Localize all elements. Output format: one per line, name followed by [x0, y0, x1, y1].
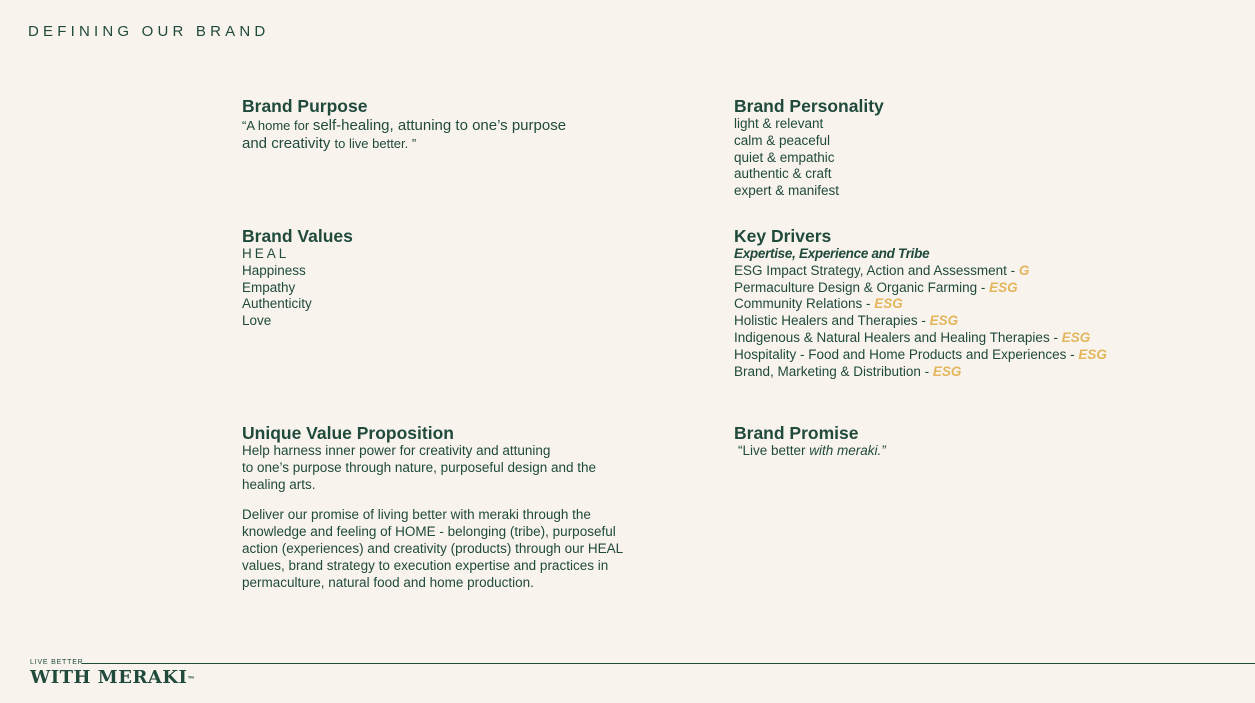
- uvp-paragraph-1: [242, 443, 623, 493]
- personality-trait: light & relevant: [734, 116, 824, 131]
- logo-wordmark: [30, 667, 195, 689]
- footer-divider: [82, 663, 1255, 664]
- logo-tagline: LIVE BETTER: [30, 659, 84, 666]
- purpose-quote-part: and creativity: [242, 135, 335, 152]
- esg-tag: ESG: [1061, 329, 1091, 345]
- esg-tag: ESG: [1078, 346, 1107, 362]
- uvp-heading: Unique Value Proposition: [242, 423, 454, 443]
- brand-personality-heading: Brand Personality: [734, 96, 884, 116]
- personality-trait-list: [734, 116, 884, 200]
- trademark-symbol: ™: [187, 676, 195, 683]
- uvp-line: permaculture, natural food and home production.: [242, 574, 534, 590]
- key-driver-item: [734, 330, 1107, 347]
- key-drivers-subtitle: Expertise, Experience and Tribe: [734, 246, 930, 261]
- key-drivers-heading: Key Drivers: [734, 226, 832, 246]
- key-drivers-section: [734, 226, 1107, 380]
- brand-personality-section: [734, 96, 884, 200]
- brand-value: Happiness: [242, 262, 306, 278]
- values-acronym: HEAL: [242, 246, 290, 261]
- brand-values-heading: Brand Values: [242, 226, 353, 246]
- personality-trait: authentic & craft: [734, 166, 832, 182]
- brand-promise-heading: Brand Promise: [734, 423, 859, 443]
- key-driver-text: ESG Impact Strategy, Action and Assessment -: [734, 262, 1019, 278]
- uvp-section: [242, 423, 623, 591]
- personality-trait: expert & manifest: [734, 183, 840, 199]
- brand-value: Empathy: [242, 279, 296, 295]
- uvp-line: healing arts.: [242, 476, 316, 492]
- key-driver-text: Indigenous & Natural Healers and Healing Therapies -: [734, 329, 1062, 345]
- key-driver-item: [734, 280, 1107, 297]
- personality-trait: calm & peaceful: [734, 132, 831, 148]
- brand-values-list: [242, 246, 353, 330]
- uvp-line: to one’s purpose through nature, purposeful design and the: [242, 459, 597, 475]
- promise-quote-start: “Live better: [738, 443, 810, 458]
- brand-values-section: [242, 226, 353, 330]
- promise-quote-italic: with meraki.”: [809, 443, 886, 458]
- brand-purpose-quote: [242, 117, 566, 153]
- key-driver-item: [734, 364, 1107, 381]
- brand-logo: [30, 659, 195, 689]
- uvp-line: Deliver our promise of living better with meraki through the: [242, 507, 591, 523]
- uvp-line: Help harness inner power for creativity and attuning: [242, 443, 551, 458]
- uvp-line: action (experiences) and creativity (products) through our HEAL: [242, 540, 624, 556]
- brand-promise-section: [734, 423, 886, 460]
- key-driver-text: Hospitality - Food and Home Products and Experiences -: [734, 346, 1079, 362]
- esg-tag: ESG: [989, 279, 1018, 295]
- purpose-quote-part: to live better. ”: [334, 136, 417, 151]
- key-driver-item: [734, 296, 1107, 313]
- esg-tag: ESG: [874, 296, 903, 312]
- page-title: DEFINING OUR BRAND: [28, 23, 270, 40]
- logo-wordmark-text: WITH MERAKI: [30, 667, 188, 688]
- purpose-quote-part: self-healing, attuning to one’s purpose: [312, 117, 567, 134]
- brand-purpose-section: [242, 96, 566, 153]
- uvp-line: values, brand strategy to execution expertise and practices in: [242, 557, 609, 573]
- key-driver-item: [734, 313, 1107, 330]
- brand-value: Love: [242, 313, 272, 329]
- personality-trait: quiet & empathic: [734, 149, 835, 165]
- key-driver-item: [734, 347, 1107, 364]
- key-driver-text: Brand, Marketing & Distribution -: [734, 363, 933, 379]
- brand-promise-quote: [738, 443, 886, 460]
- key-driver-text: Permaculture Design & Organic Farming -: [734, 279, 990, 295]
- brand-value: Authenticity: [242, 296, 312, 312]
- esg-tag: ESG: [932, 363, 962, 379]
- esg-tag: G: [1018, 262, 1030, 278]
- uvp-line: knowledge and feeling of HOME - belonging (tribe), purposeful: [242, 524, 616, 540]
- brand-purpose-heading: Brand Purpose: [242, 96, 368, 116]
- key-driver-text: Community Relations -: [734, 296, 875, 312]
- esg-tag: ESG: [929, 313, 959, 329]
- key-driver-item: [734, 263, 1107, 280]
- purpose-quote-part: “A home for: [242, 118, 313, 133]
- key-driver-text: Holistic Healers and Therapies -: [734, 313, 930, 329]
- uvp-paragraph-2: [242, 507, 623, 591]
- key-drivers-list: [734, 246, 1107, 380]
